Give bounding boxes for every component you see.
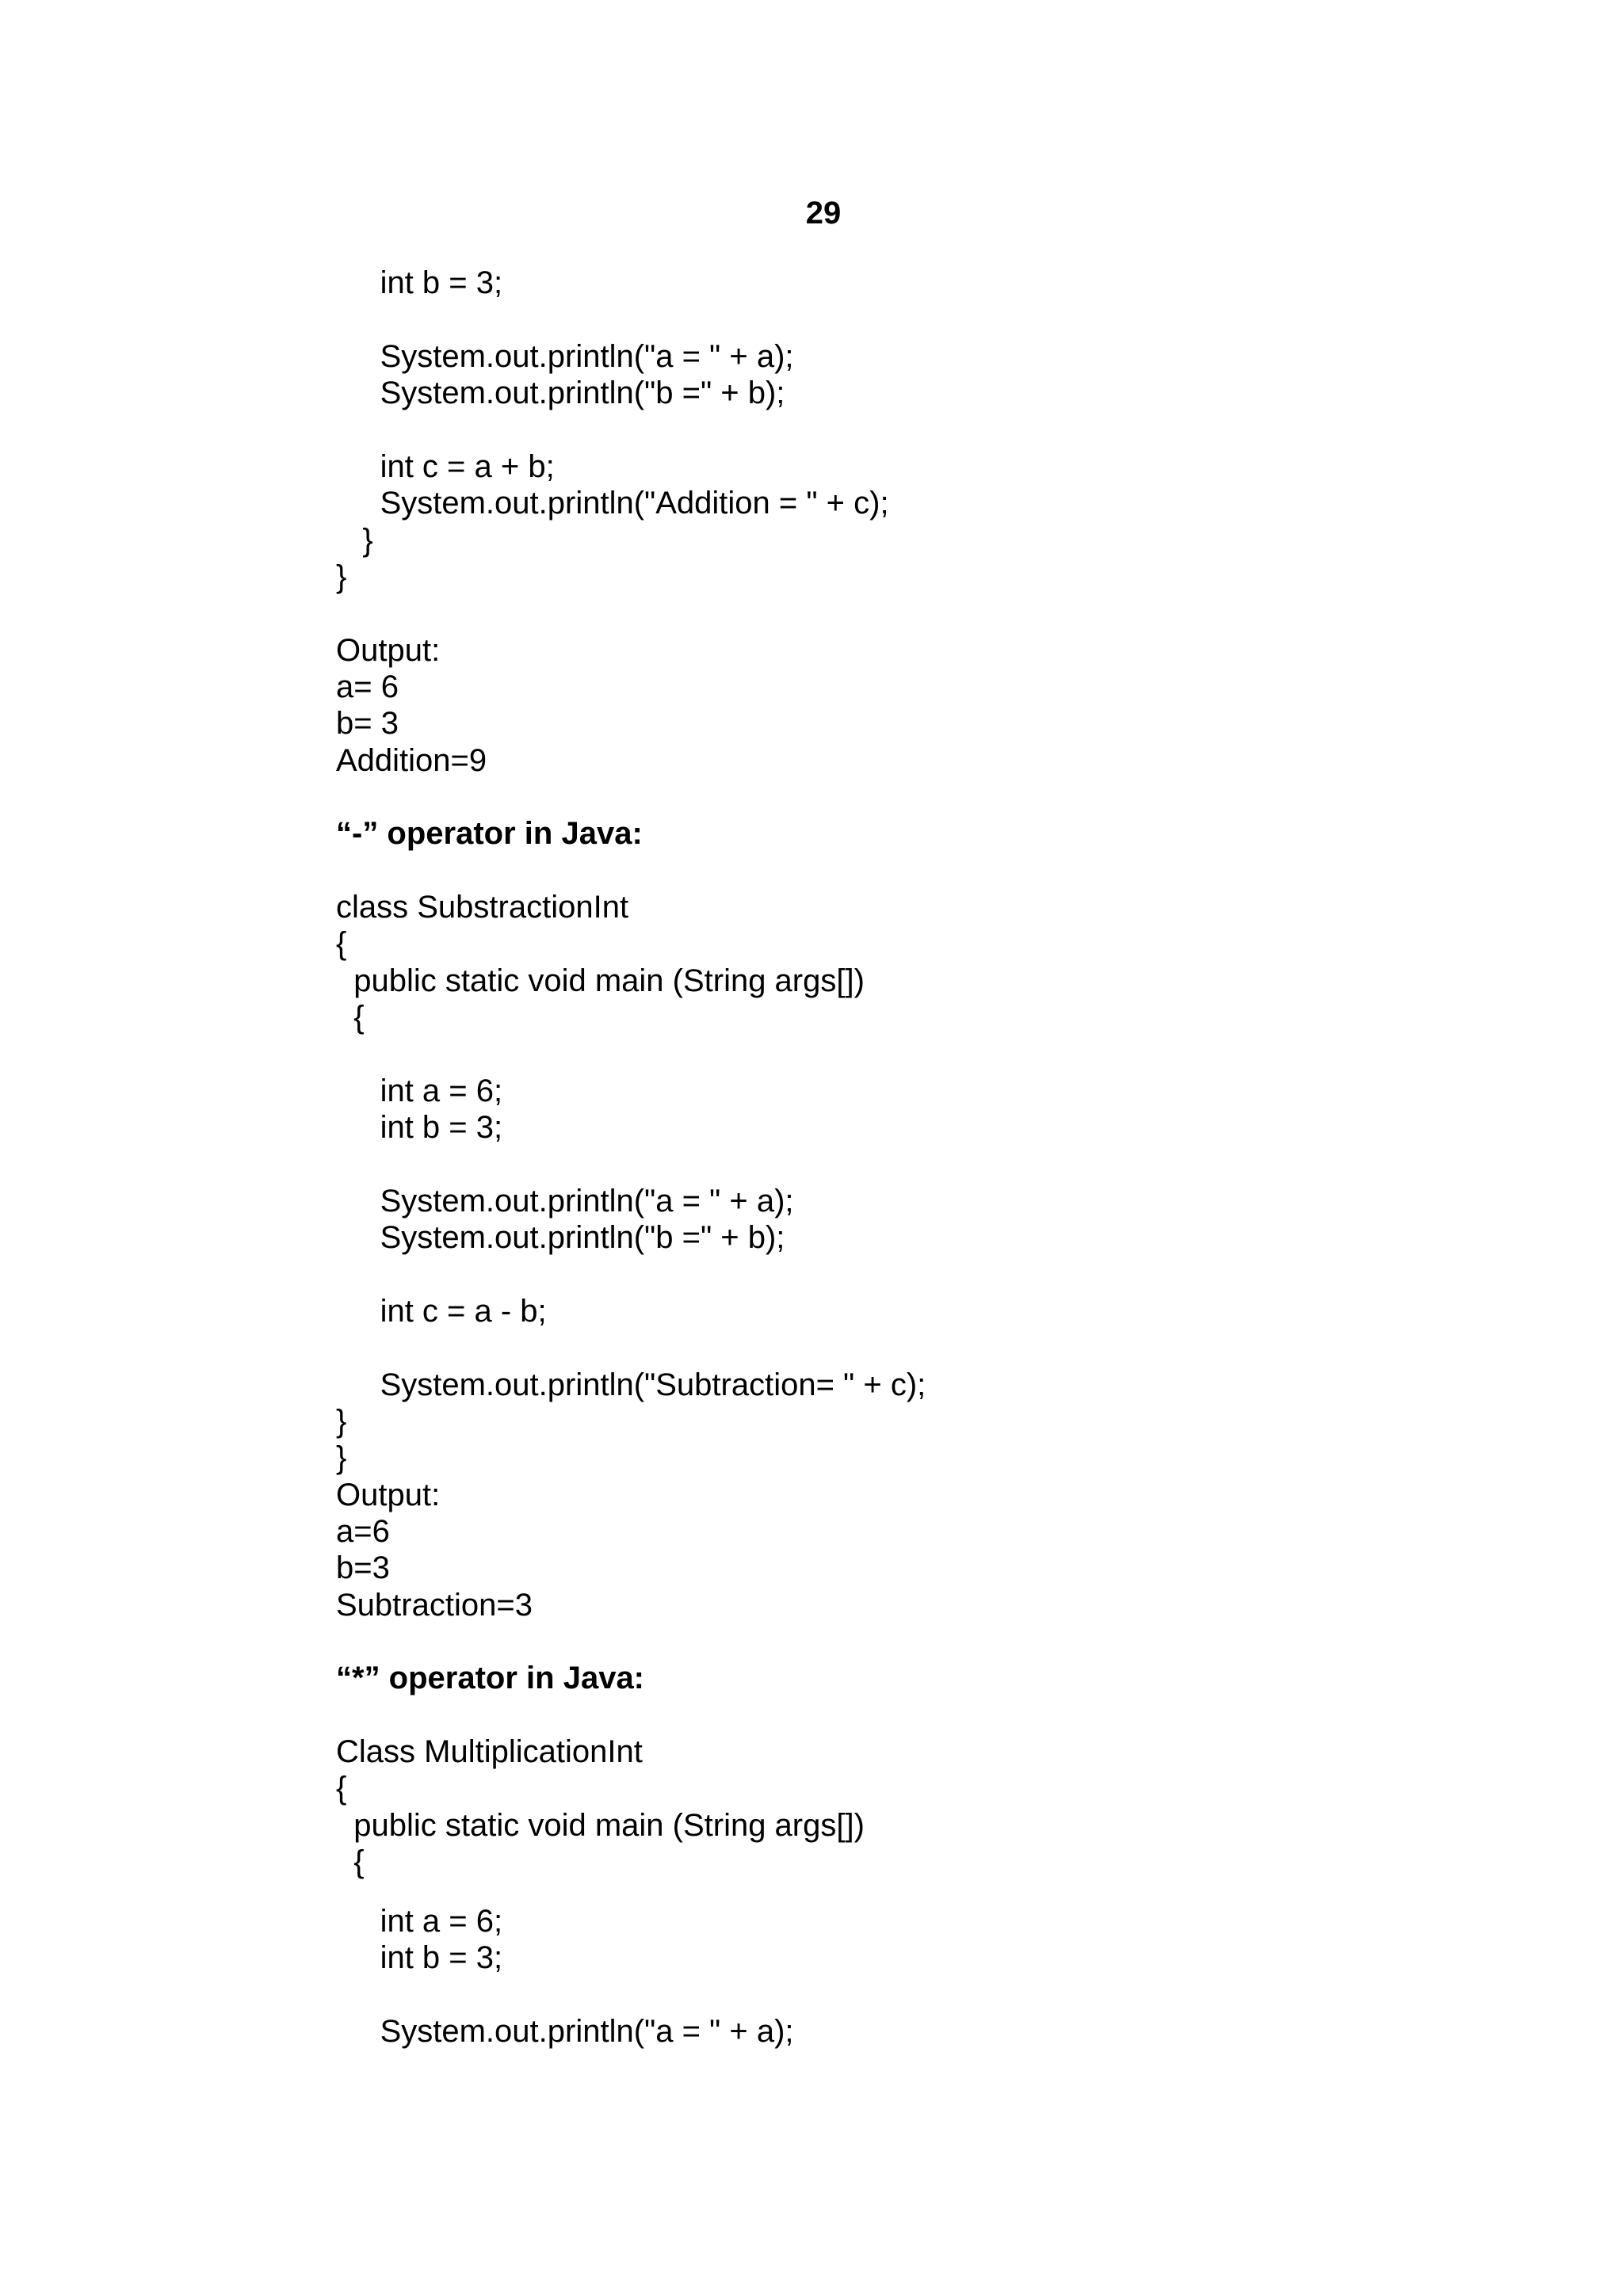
code-line: int c = a - b; — [336, 1294, 547, 1329]
code-line: int b = 3; — [336, 1940, 503, 1975]
output-line: Subtraction=3 — [336, 1588, 533, 1623]
code-line: System.out.println("b =" + b); — [336, 376, 785, 410]
output-line: b= 3 — [336, 706, 399, 741]
section-heading-subtraction: “-” operator in Java: — [336, 816, 643, 851]
code-line: int b = 3; — [336, 265, 503, 300]
output-line: a= 6 — [336, 669, 399, 704]
code-line: int a = 6; — [336, 1074, 503, 1108]
code-line: public static void main (String args[]) — [336, 963, 865, 998]
code-line: { — [336, 1844, 365, 1879]
output-line: b=3 — [336, 1550, 390, 1585]
code-line: } — [336, 559, 347, 594]
output-line: Addition=9 — [336, 743, 487, 778]
code-line: System.out.println("a = " + a); — [336, 339, 794, 374]
code-line: System.out.println("b =" + b); — [336, 1220, 785, 1255]
code-line: { — [336, 926, 347, 961]
output-label: Output: — [336, 633, 441, 668]
page-number: 29 — [805, 196, 842, 231]
code-line: int c = a + b; — [336, 449, 555, 484]
code-line: } — [336, 523, 373, 558]
code-line: System.out.println("a = " + a); — [336, 1184, 794, 1219]
code-line: } — [336, 1404, 347, 1439]
code-line: } — [336, 1440, 347, 1475]
code-line: int b = 3; — [336, 1110, 503, 1145]
output-line: a=6 — [336, 1514, 390, 1549]
code-line: int a = 6; — [336, 1904, 503, 1939]
code-line: { — [336, 1000, 365, 1035]
code-line: System.out.println("Addition = " + c); — [336, 486, 889, 521]
code-line: System.out.println("Subtraction= " + c); — [336, 1367, 926, 1402]
code-line: { — [336, 1771, 347, 1806]
code-line: class SubstractionInt — [336, 890, 629, 925]
code-line: public static void main (String args[]) — [336, 1808, 865, 1843]
code-line: System.out.println("a = " + a); — [336, 2014, 794, 2049]
code-line: Class MultiplicationInt — [336, 1734, 643, 1769]
section-heading-multiplication: “*” operator in Java: — [336, 1661, 645, 1695]
output-label: Output: — [336, 1478, 441, 1512]
